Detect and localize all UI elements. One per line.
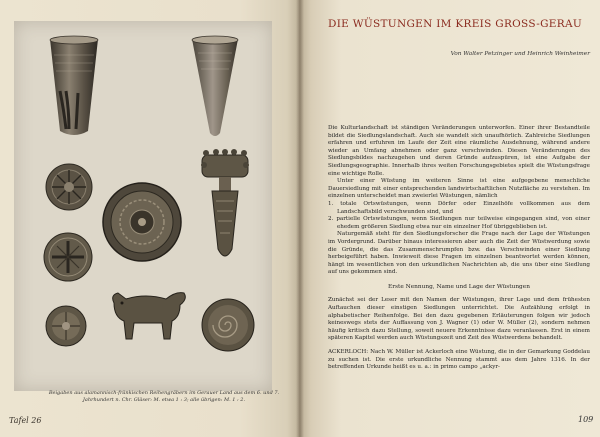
animal-figurine [106, 285, 190, 343]
page-number: 109 [578, 415, 594, 424]
paragraph-section: Zunächst sei der Leser mit den Namen der Wüstungen, ihrer Lage und dem frühesten Auftauchen dieser einstigen Siedlungen unterrichtet. Die Aufzählung erfolgt in alphabetischer Reihenfolge. Bei den dazu gegebenen Erläuterungen folgen wir jedoch keineswegs stets der Auffassung von J. Wagner (1) oder W. Müller (2), sondern nehmen häufig kritisch dazu Stellung, soweit neuere Erkenntnisse dazu veranlassen. Erst in einem späteren Kapitel werden auch Wüstungszeit und Zeit des Wüstwerdens behandelt. [328, 297, 590, 342]
paragraph-intro: Die Kulturlandschaft ist ständigen Veränderungen unterworfen. Einer ihrer Bestandteile bildet die Siedlungslandschaft. Auch sie wandelt sich unaufhörlich. Zahlreiche Siedlungen erfahren und erfuhren im Laufe der Zeit eine räumliche Ausdehnung, während andere wieder an Umfang abnehmen oder ganz verschwinden. Diesen Veränderungen des Siedlungsbildes nachzugehen und deren Gründe aufzuspüren, ist eine Aufgabe der Siedlungsgeographie. Innerhalb ihres weiten Forschungsgebietes spielt die Wüstungsfrage eine wichtige Rolle. [328, 125, 590, 177]
glass-beaker-left [48, 35, 100, 145]
bow-fibula [200, 149, 250, 267]
section-heading: Erste Nennung, Name und Lage der Wüstungen [388, 283, 530, 290]
large-disc-brooch [101, 181, 183, 263]
chapter-authors: Von Walter Petzinger und Heinrich Weinheimer [450, 51, 590, 57]
glass-beaker-right [190, 35, 240, 145]
left-page [0, 0, 299, 437]
spiral-disc-brooch [200, 297, 256, 353]
paragraph-questions: Naturgemäß steht für den Siedlungsforscher die Frage nach der Lage der Wüstungen im Vordergrund. Darüber hinaus interessieren aber auch die Zeit der Wüstwerdung sowie die Gründe, die das Zusammenschrumpfen bzw. das Verschwinden einer Siedlung herbeigeführt haben. Inwieweit diese Fragen im einzelnen beantwortet werden können, hängt im wesentlichen von den urkundlichen Nachrichten ab, die uns über eine Siedlung auf uns gekommen sind. [328, 231, 590, 276]
plate-caption: Beigaben aus alamannisch-fränkischen Reihengräbern im Gerauer Land aus dem 6. und 7. Jahrhundert n. Chr. Gläser: M. etwa 1 : 3; alle übrigen: M. 1 : 2. [48, 390, 280, 403]
round-brooch-cross [42, 231, 94, 283]
body-text [328, 125, 590, 372]
entry-ackerloch: ACKERLOCH: Nach W. Müller ist Ackerloch eine Wüstung, die in der Gemarkung Goddelau zu suchen ist. Die erste urkundliche Nennung stammt aus dem Jahre 1316. In der betreffenden Urkunde heißt es u. a.: in primo campo „ackyr- [328, 349, 590, 371]
round-brooch-top-left [44, 162, 94, 212]
right-page [299, 0, 600, 437]
small-round-brooch [44, 304, 88, 348]
artifact-plate [14, 21, 280, 403]
chapter-title: DIE WÜSTUNGEN IM KREIS GROSS-GERAU [328, 18, 582, 30]
list-item-2: 2. partielle Ortswüstungen, wenn Siedlungen nur teilweise eingegangen sind, von einer ehedem größeren Siedlung etwa nur ein einzelner Hof übriggeblieben ist. [328, 216, 590, 230]
plate-label: Tafel 26 [9, 416, 42, 425]
paragraph-definition: Unter einer Wüstung im weiteren Sinne ist eine aufgegebene menschliche Dauersiedlung mit einer entsprechenden landwirtschaftlichen Nutzfläche zu verstehen. Im einzelnen unterscheidet man zweierlei Wüstungen, nämlich [328, 178, 590, 200]
book-gutter [296, 0, 304, 437]
list-item-1: 1. totale Ortswüstungen, wenn Dörfer oder Einzelhöfe vollkommen aus dem Landschaftsbild verschwunden sind, und [328, 200, 590, 215]
